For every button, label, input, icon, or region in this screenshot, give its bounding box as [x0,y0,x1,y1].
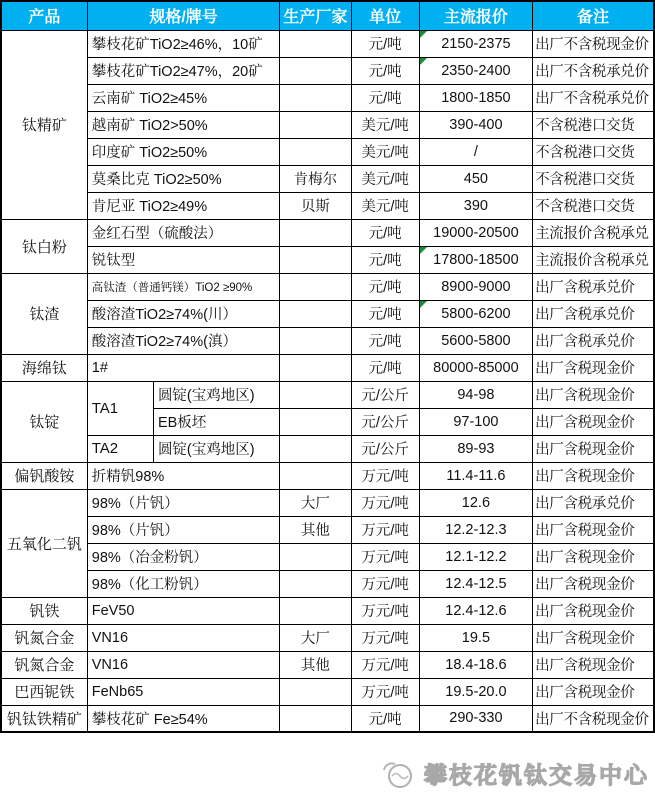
unit-cell: 元/公斤 [351,381,419,408]
maker-cell: 其他 [280,516,351,543]
maker-cell [280,273,351,300]
unit-cell: 元/吨 [351,246,419,273]
table-row [1,138,654,165]
price-table-body [1,30,654,732]
table-row [1,273,654,300]
note-cell: 出厂含税现金价 [533,543,654,570]
unit-cell: 美元/吨 [351,138,419,165]
unit-cell: 万元/吨 [351,597,419,624]
price-cell: 450 [419,165,532,192]
table-row [1,354,654,381]
spec-cell: 98%（化工粉钒） [87,570,280,597]
product-cell: 巴西铌铁 [1,678,87,705]
note-cell: 出厂含税现金价 [533,462,654,489]
product-cell: 钒钛铁精矿 [1,705,87,732]
note-cell: 不含税港口交货 [533,192,654,219]
column-header-unit: 单位 [351,1,419,30]
maker-cell [280,327,351,354]
table-row [1,381,654,408]
price-cell: 11.4-11.6 [419,462,532,489]
table-row [1,678,654,705]
unit-cell: 美元/吨 [351,165,419,192]
note-cell: 出厂含税现金价 [533,516,654,543]
maker-cell: 其他 [280,651,351,678]
table-row [1,624,654,651]
spec-cell: 酸溶渣TiO2≥74%(川） [87,300,280,327]
price-cell: 12.1-12.2 [419,543,532,570]
price-cell: 18.4-18.6 [419,651,532,678]
product-cell: 钒氮合金 [1,624,87,651]
spec-cell: FeV50 [87,597,280,624]
spec-cell: 圆锭(宝鸡地区) [153,435,279,462]
unit-cell: 元/吨 [351,300,419,327]
grade-cell: TA1 [87,381,153,435]
price-cell: 12.2-12.3 [419,516,532,543]
note-cell: 出厂含税承兑价 [533,327,654,354]
unit-cell: 万元/吨 [351,516,419,543]
spec-cell: 98%（片钒） [87,516,280,543]
note-cell: 主流报价含税承兑 [533,246,654,273]
note-cell: 出厂含税现金价 [533,381,654,408]
note-cell: 出厂含税现金价 [533,624,654,651]
spec-cell: 金红石型（硫酸法） [87,219,280,246]
note-cell: 出厂含税承兑价 [533,489,654,516]
table-row [1,705,654,732]
unit-cell: 元/公斤 [351,435,419,462]
spec-cell: 肯尼亚 TiO2≥49% [87,192,280,219]
table-row [1,246,654,273]
watermark [380,757,649,790]
unit-cell: 元/吨 [351,84,419,111]
table-row [1,489,654,516]
maker-cell [280,246,351,273]
spec-cell: VN16 [87,624,280,651]
unit-cell: 元/吨 [351,30,419,57]
unit-cell: 元/吨 [351,57,419,84]
unit-cell: 元/吨 [351,354,419,381]
product-cell: 海绵钛 [1,354,87,381]
price-cell: 2150-2375 [419,30,532,57]
table-row [1,84,654,111]
note-cell: 不含税港口交货 [533,111,654,138]
note-cell: 出厂含税现金价 [533,354,654,381]
exchange-badge-icon [380,758,416,790]
spec-cell: 越南矿 TiO2>50% [87,111,280,138]
table-row [1,300,654,327]
maker-cell [280,597,351,624]
table-row [1,462,654,489]
price-cell: / [419,138,532,165]
price-cell: 12.4-12.5 [419,570,532,597]
spec-cell: 攀枝花矿TiO2≥47%，20矿 [87,57,280,84]
column-header-product: 产品 [1,1,87,30]
spec-cell: 莫桑比克 TiO2≥50% [87,165,280,192]
column-header-maker: 生产厂家 [280,1,351,30]
note-cell: 出厂含税现金价 [533,651,654,678]
spec-cell: 1# [87,354,280,381]
table-row [1,111,654,138]
maker-cell [280,111,351,138]
comment-flag-icon [420,31,427,38]
table-row [1,543,654,570]
unit-cell: 万元/吨 [351,651,419,678]
product-cell: 钒铁 [1,597,87,624]
unit-cell: 元/吨 [351,273,419,300]
maker-cell [280,678,351,705]
note-cell: 出厂含税现金价 [533,408,654,435]
spec-cell: FeNb65 [87,678,280,705]
maker-cell [280,543,351,570]
maker-cell [280,84,351,111]
spec-cell: 98%（片钒） [87,489,280,516]
price-cell: 290-330 [419,705,532,732]
maker-cell [280,408,351,435]
note-cell: 出厂含税承兑价 [533,273,654,300]
maker-cell: 贝斯 [280,192,351,219]
product-cell: 钒氮合金 [1,651,87,678]
price-cell: 19.5 [419,624,532,651]
spec-cell: 圆锭(宝鸡地区) [153,381,279,408]
product-cell: 五氧化二钒 [1,489,87,597]
table-row [1,570,654,597]
note-cell: 出厂不含税承兑价 [533,84,654,111]
price-cell: 1800-1850 [419,84,532,111]
maker-cell [280,435,351,462]
note-cell: 不含税港口交货 [533,138,654,165]
unit-cell: 美元/吨 [351,192,419,219]
spec-cell: 98%（冶金粉钒） [87,543,280,570]
watermark-text: 攀枝花钒钛交易中心 [424,762,649,788]
maker-cell [280,462,351,489]
maker-cell [280,30,351,57]
note-cell: 出厂含税承兑价 [533,300,654,327]
price-cell: 19000-20500 [419,219,532,246]
maker-cell: 大厂 [280,624,351,651]
price-cell: 390 [419,192,532,219]
price-cell: 5600-5800 [419,327,532,354]
unit-cell: 元/吨 [351,705,419,732]
spec-cell: 折精钒98% [87,462,280,489]
spec-cell: 攀枝花矿 Fe≥54% [87,705,280,732]
maker-cell [280,570,351,597]
price-cell: 390-400 [419,111,532,138]
comment-flag-icon [420,247,427,254]
product-cell: 偏钒酸铵 [1,462,87,489]
note-cell: 出厂不含税承兑价 [533,57,654,84]
column-header-price: 主流报价 [419,1,532,30]
comment-flag-icon [420,58,427,65]
spec-cell: 攀枝花矿TiO2≥46%，10矿 [87,30,280,57]
spec-cell: VN16 [87,651,280,678]
maker-cell [280,354,351,381]
maker-cell [280,57,351,84]
note-cell: 出厂含税现金价 [533,597,654,624]
note-cell: 主流报价含税承兑 [533,219,654,246]
price-cell: 89-93 [419,435,532,462]
spec-cell: 高钛渣（普通钙镁）TiO2 ≥90% [87,273,280,300]
maker-cell [280,300,351,327]
product-cell: 钛渣 [1,273,87,354]
maker-cell [280,219,351,246]
spec-cell: EB板坯 [153,408,279,435]
table-row [1,651,654,678]
table-row [1,219,654,246]
note-cell: 出厂不含税现金价 [533,705,654,732]
spec-cell: 云南矿 TiO2≥45% [87,84,280,111]
unit-cell: 万元/吨 [351,462,419,489]
table-row [1,597,654,624]
note-cell: 出厂含税现金价 [533,435,654,462]
price-cell: 19.5-20.0 [419,678,532,705]
column-header-spec: 规格/牌号 [87,1,280,30]
maker-cell [280,705,351,732]
price-cell: 12.6 [419,489,532,516]
maker-cell: 肯梅尔 [280,165,351,192]
table-row [1,516,654,543]
table-row [1,327,654,354]
maker-cell [280,138,351,165]
grade-cell: TA2 [87,435,153,462]
note-cell: 出厂含税现金价 [533,570,654,597]
price-cell: 12.4-12.6 [419,597,532,624]
table-row [1,435,654,462]
table-row [1,57,654,84]
table-header [1,1,654,30]
table-row [1,30,654,57]
unit-cell: 万元/吨 [351,570,419,597]
spec-cell: 印度矿 TiO2≥50% [87,138,280,165]
note-cell: 出厂含税现金价 [533,678,654,705]
price-cell: 80000-85000 [419,354,532,381]
spec-cell: 酸溶渣TiO2≥74%(滇） [87,327,280,354]
spec-cell: 锐钛型 [87,246,280,273]
price-cell: 5800-6200 [419,300,532,327]
unit-cell: 美元/吨 [351,111,419,138]
unit-cell: 万元/吨 [351,678,419,705]
product-cell: 钛锭 [1,381,87,462]
price-cell: 97-100 [419,408,532,435]
product-cell: 钛白粉 [1,219,87,273]
price-cell: 2350-2400 [419,57,532,84]
maker-cell: 大厂 [280,489,351,516]
price-cell: 94-98 [419,381,532,408]
unit-cell: 万元/吨 [351,543,419,570]
comment-flag-icon [420,301,427,308]
unit-cell: 万元/吨 [351,624,419,651]
unit-cell: 万元/吨 [351,489,419,516]
price-cell: 17800-18500 [419,246,532,273]
column-header-note: 备注 [533,1,654,30]
table-row [1,165,654,192]
price-cell: 8900-9000 [419,273,532,300]
note-cell: 不含税港口交货 [533,165,654,192]
unit-cell: 元/公斤 [351,408,419,435]
note-cell: 出厂不含税现金价 [533,30,654,57]
maker-cell [280,381,351,408]
product-cell: 钛精矿 [1,30,87,219]
table-row [1,192,654,219]
unit-cell: 元/吨 [351,219,419,246]
header-row [1,1,654,30]
unit-cell: 元/吨 [351,327,419,354]
